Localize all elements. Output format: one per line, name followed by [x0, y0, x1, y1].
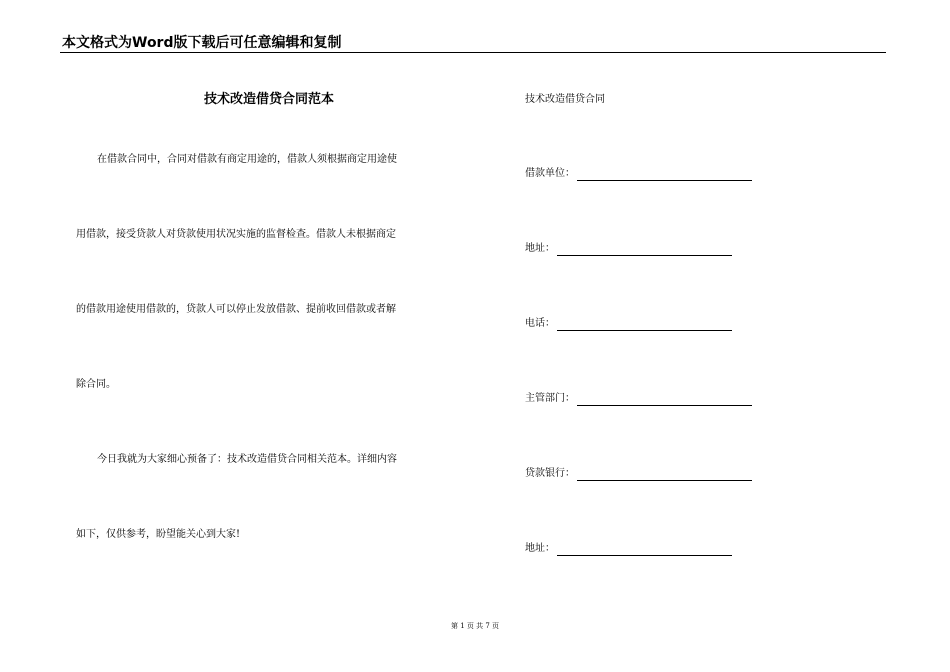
field-label: 电话： [525, 318, 555, 329]
page-number: 第 1 页 共 7 页 [450, 622, 500, 630]
field-label: 贷款银行： [525, 468, 575, 479]
document-banner: 本文格式为Word版下载后可任意编辑和复制 [62, 35, 342, 51]
field-borrower-unit [525, 167, 752, 181]
document-title: 技术改造借贷合同范本 [203, 92, 334, 107]
field-label: 借款单位： [525, 168, 575, 179]
field-label: 主管部门： [525, 393, 575, 404]
field-label: 地址： [525, 243, 555, 254]
paragraph-2-line-2: 如下，仅供参考，盼望能关心到大家! [76, 529, 241, 540]
paragraph-1-line-4: 除合同。 [76, 379, 116, 390]
field-phone [525, 317, 732, 331]
paragraph-1-line-1: 在借款合同中，合同对借款有商定用途的，借款人须根据商定用途使 [97, 154, 397, 165]
paragraph-2-line-1: 今日我就为大家细心预备了：技术改造借贷合同相关范本。详细内容 [97, 454, 397, 465]
blank-line [577, 394, 752, 406]
contract-heading: 技术改造借贷合同 [525, 94, 605, 105]
field-bank-address [525, 542, 732, 556]
blank-line [557, 319, 732, 331]
blank-line [577, 469, 752, 481]
banner-divider [60, 52, 886, 53]
blank-line [577, 169, 752, 181]
field-lending-bank [525, 467, 752, 481]
field-address [525, 242, 732, 256]
blank-line [557, 544, 732, 556]
blank-line [557, 244, 732, 256]
field-supervising-dept [525, 392, 752, 406]
paragraph-1-line-3: 的借款用途使用借款的，贷款人可以停止发放借款、提前收回借款或者解 [76, 304, 396, 315]
field-label: 地址： [525, 543, 555, 554]
paragraph-1-line-2: 用借款，接受贷款人对贷款使用状况实施的监督检查。借款人未根据商定 [76, 229, 396, 240]
